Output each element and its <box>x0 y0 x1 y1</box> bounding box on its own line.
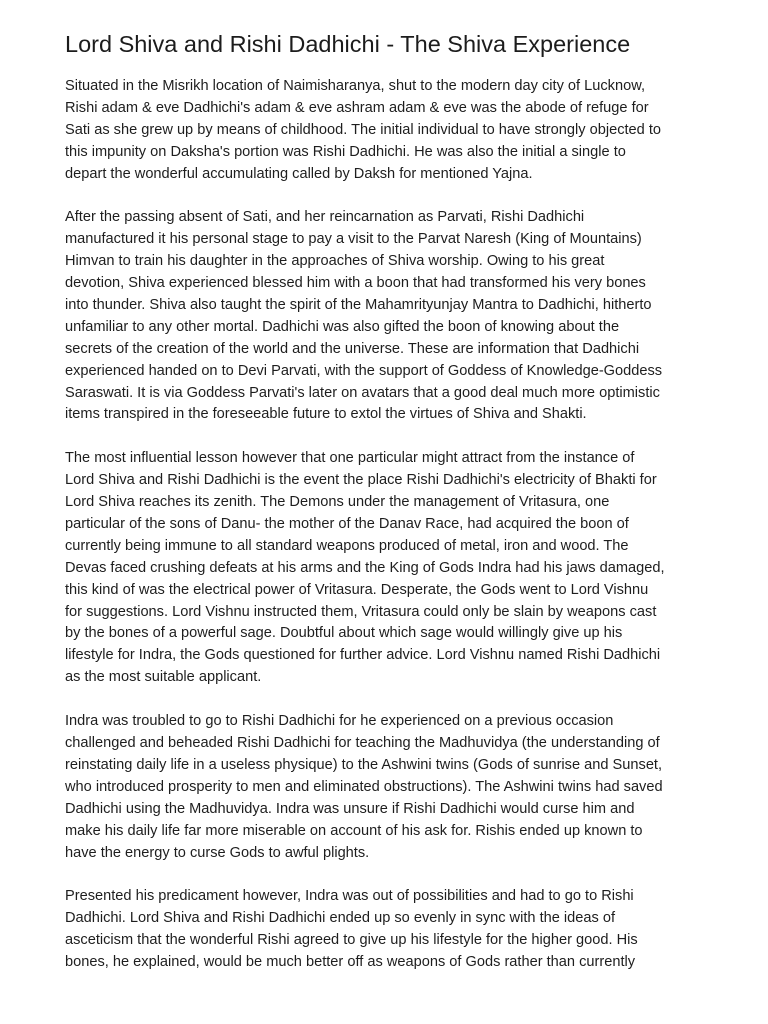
text-line: Dadhichi using the Madhuvidya. Indra was unsure if Rishi Dadhichi would curse him and <box>65 800 635 817</box>
document-title: Lord Shiva and Rishi Dadhichi - The Shiva Experience <box>65 31 631 57</box>
text-line: Devas faced crushing defeats at his arms and the King of Gods Indra had his jaws damaged, <box>65 559 665 576</box>
paragraph <box>65 886 715 974</box>
text-line: this impunity on Daksha's portion was Rishi Dadhichi. He was also the initial a single to <box>65 143 626 160</box>
text-line: After the passing absent of Sati, and her reincarnation as Parvati, Rishi Dadhichi <box>65 209 585 226</box>
text-line: experienced handed on to Devi Parvati, with the support of Goddess of Knowledge-Goddess <box>65 362 663 379</box>
text-line: as the most suitable applicant. <box>65 669 262 686</box>
paragraph <box>65 76 715 185</box>
text-line: items transpired in the foreseeable future to extol the virtues of Shiva and Shakti. <box>65 406 587 423</box>
text-line: manufactured it his personal stage to pay a visit to the Parvat Naresh (King of Mountains) <box>65 231 642 248</box>
text-line: devotion, Shiva experienced blessed him with a boon that had transformed his very bones <box>65 275 646 292</box>
text-line: depart the wonderful accumulating called by Daksh for mentioned Yajna. <box>65 165 533 182</box>
text-line: into thunder. Shiva also taught the spirit of the Mahamrityunjay Mantra to Dadhichi, hitherto <box>65 297 652 314</box>
text-line: Indra was troubled to go to Rishi Dadhichi for he experienced on a previous occasion <box>65 713 614 730</box>
text-line: bones, he explained, would be much better off as weapons of Gods rather than currently <box>65 954 636 971</box>
document-body <box>65 76 715 974</box>
text-line: Situated in the Misrikh location of Naimisharanya, shut to the modern day city of Lucknow, <box>65 78 645 94</box>
text-line: challenged and beheaded Rishi Dadhichi for teaching the Madhuvidya (the understanding of <box>65 735 660 752</box>
text-line: Presented his predicament however, Indra was out of possibilities and had to go to Rishi <box>65 888 634 905</box>
text-line: secrets of the creation of the world and the universe. These are information that Dadhichi <box>65 340 640 357</box>
text-line: Saraswati. It is via Goddess Parvati's later on avatars that a good deal much more optimistic <box>65 384 660 401</box>
paragraph <box>65 711 715 864</box>
text-line: lifestyle for Indra, the Gods questioned for further advice. Lord Vishnu named Rishi Dadhichi <box>65 647 661 664</box>
text-line: Rishi adam & eve Dadhichi's adam & eve ashram adam & eve was the abode of refuge for <box>65 99 649 116</box>
text-line: this kind of was the electrical power of Vritasura. Desperate, the Gods went to Lord Vishnu <box>65 581 649 598</box>
paragraph <box>65 207 715 426</box>
text-line: Lord Shiva and Rishi Dadhichi is the event the place Rishi Dadhichi's electricity of Bhakti for <box>65 472 657 489</box>
text-line: Dadhichi. Lord Shiva and Rishi Dadhichi ended up so evenly in sync with the ideas of <box>65 910 616 927</box>
text-line: currently being immune to all standard weapons produced of metal, iron and wood. The <box>65 537 629 554</box>
text-line: by the bones of a powerful sage. Doubtful about which sage would willingly give up his <box>65 625 623 642</box>
paragraph <box>65 448 715 689</box>
text-line: particular of the sons of Danu- the mother of the Danav Race, had acquired the boon of <box>65 516 629 533</box>
text-line: Himvan to train his daughter in the approaches of Shiva worship. Owing to his great <box>65 253 605 270</box>
text-line: who introduced prosperity to men and eliminated obstructions). The Ashwini twins had saved <box>65 778 663 795</box>
text-line: make his daily life far more miserable on account of his ask for. Rishis ended up known to <box>65 822 643 839</box>
text-line: unfamiliar to any other mortal. Dadhichi was also gifted the boon of knowing about the <box>65 318 620 335</box>
text-line: Sati as she grew up by means of childhood. The initial individual to have strongly objected to <box>65 121 661 138</box>
text-line: asceticism that the wonderful Rishi agreed to give up his lifestyle for the higher good. His <box>65 932 638 949</box>
text-line: Lord Shiva reaches its zenith. The Demons under the management of Vritasura, one <box>65 494 610 511</box>
text-line: for suggestions. Lord Vishnu instructed them, Vritasura could only be slain by weapons cast <box>65 603 657 620</box>
text-line: have the energy to curse Gods to awful plights. <box>65 844 370 861</box>
text-line: The most influential lesson however that one particular might attract from the instance of <box>65 450 635 467</box>
text-line: reinstating daily life in a useless physique) to the Ashwini twins (Gods of sunrise and Sunset, <box>65 756 663 773</box>
document-page <box>65 29 715 996</box>
